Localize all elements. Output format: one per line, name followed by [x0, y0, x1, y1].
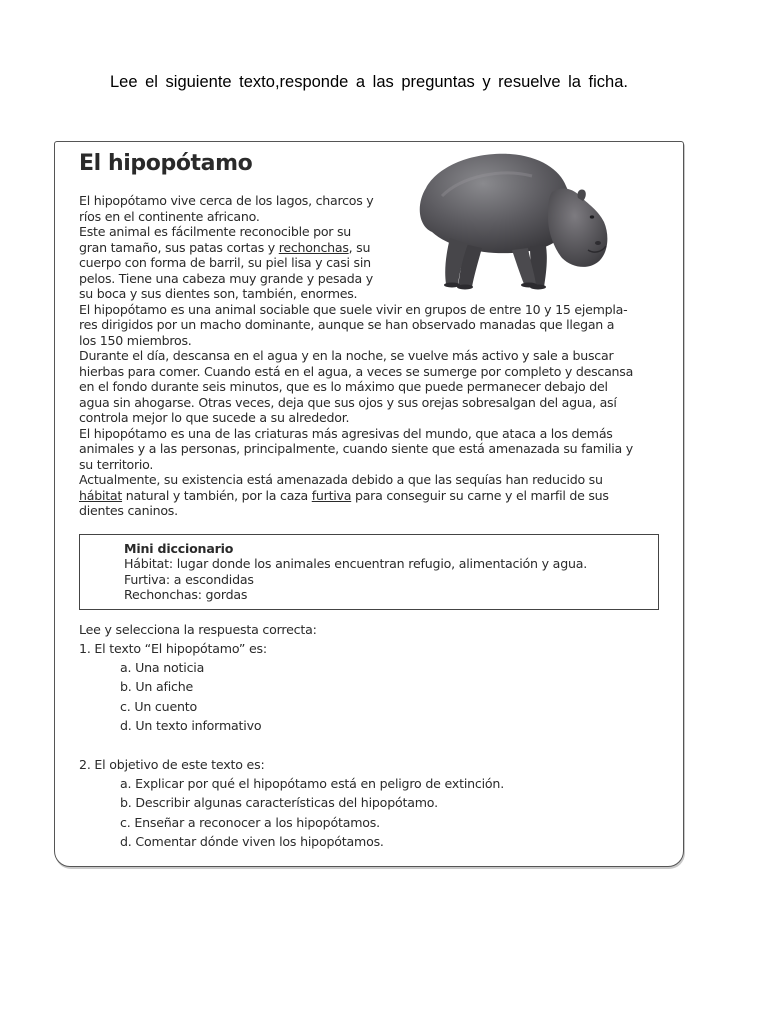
question-1-option-b[interactable]: b. Un afiche: [120, 679, 194, 694]
question-1-option-c[interactable]: c. Un cuento: [120, 699, 198, 714]
article-line: Este animal es fácilmente reconocible por su: [79, 224, 352, 239]
question-2-option-c[interactable]: c. Enseñar a reconocer a los hipopótamos.: [120, 815, 380, 830]
article-text: para conseguir su carne y el marfil de sus: [351, 487, 609, 503]
article-line: animales y a las personas, principalmente, cuando siente que está amenazada su familia y: [79, 441, 633, 456]
article-line: controla mejor lo que sucede a su alrededor.: [79, 410, 350, 425]
dictionary-entry: Furtiva: a escondidas: [124, 571, 254, 587]
article-line: res dirigidos por un macho dominante, aunque se han observado manadas que llegan a: [79, 317, 615, 332]
article-line: cuerpo con forma de barril, su piel lisa y casi sin: [79, 255, 371, 270]
glossary-word-rechonchas: rechonchas: [278, 239, 349, 255]
article-title: El hipopótamo: [79, 151, 253, 176]
article-text: natural y también, por la caza: [122, 487, 312, 503]
glossary-word-furtiva: furtiva: [311, 487, 352, 503]
dictionary-entry: Rechonchas: gordas: [124, 586, 248, 602]
questions-prompt: Lee y selecciona la respuesta correcta:: [79, 622, 317, 637]
glossary-word-habitat: hábitat: [79, 487, 123, 503]
article-line: ríos en el continente africano.: [79, 208, 260, 224]
question-1: 1. El texto “El hipopótamo” es:: [79, 641, 267, 656]
article-line: Actualmente, su existencia está amenazada debido a que las sequías han reducido su: [79, 472, 603, 487]
mini-dictionary: [124, 541, 587, 602]
article-line: [79, 240, 633, 256]
dictionary-title: Mini diccionario: [124, 541, 234, 556]
article-body: [79, 193, 633, 519]
worksheet-instruction: Lee el siguiente texto,responde a las preguntas y resuelve la ficha.: [110, 72, 628, 91]
article-line: agua sin ahogarse. Otras veces, deja que sus ojos y sus orejas sobresalgan del agua, así: [79, 394, 617, 410]
question-1-option-d[interactable]: d. Un texto informativo: [120, 718, 262, 733]
article-line: su territorio.: [79, 456, 154, 472]
dictionary-entry: Hábitat: lugar donde los animales encuentran refugio, alimentación y agua.: [124, 556, 588, 572]
article-line: pelos. Tiene una cabeza muy grande y pesada y: [79, 270, 373, 286]
article-line: hierbas para comer. Cuando está en el agua, a veces se sumerge por completo y descansa: [79, 363, 634, 379]
article-line: El hipopótamo es una de las criaturas más agresivas del mundo, que ataca a los demás: [79, 425, 613, 441]
article-line: El hipopótamo es una animal sociable que suele vivir en grupos de entre 10 y 15 ejempla-: [79, 301, 628, 317]
question-2-option-d[interactable]: d. Comentar dónde viven los hipopótamos.: [120, 834, 384, 849]
article-text: , su: [348, 239, 371, 255]
article-line: Durante el día, descansa en el agua y en la noche, se vuelve más activo y sale a buscar: [79, 348, 614, 363]
article-line: dientes caninos.: [79, 503, 178, 518]
article-line: su boca y sus dientes son, también, enormes.: [79, 286, 358, 301]
article-line: El hipopótamo vive cerca de los lagos, charcos y: [79, 193, 374, 208]
article-line: los 150 miembros.: [79, 332, 192, 348]
article-text: gran tamaño, sus patas cortas y: [79, 239, 279, 255]
question-2-option-b[interactable]: b. Describir algunas características del hipopótamo.: [120, 795, 438, 810]
article-line: [79, 488, 633, 504]
article-line: en el fondo durante seis minutos, que es lo máximo que puede permanecer debajo del: [79, 379, 608, 394]
question-2-option-a[interactable]: a. Explicar por qué el hipopótamo está en peligro de extinción.: [120, 776, 505, 791]
question-2: 2. El objetivo de este texto es:: [79, 757, 265, 772]
question-1-option-a[interactable]: a. Una noticia: [120, 660, 205, 675]
